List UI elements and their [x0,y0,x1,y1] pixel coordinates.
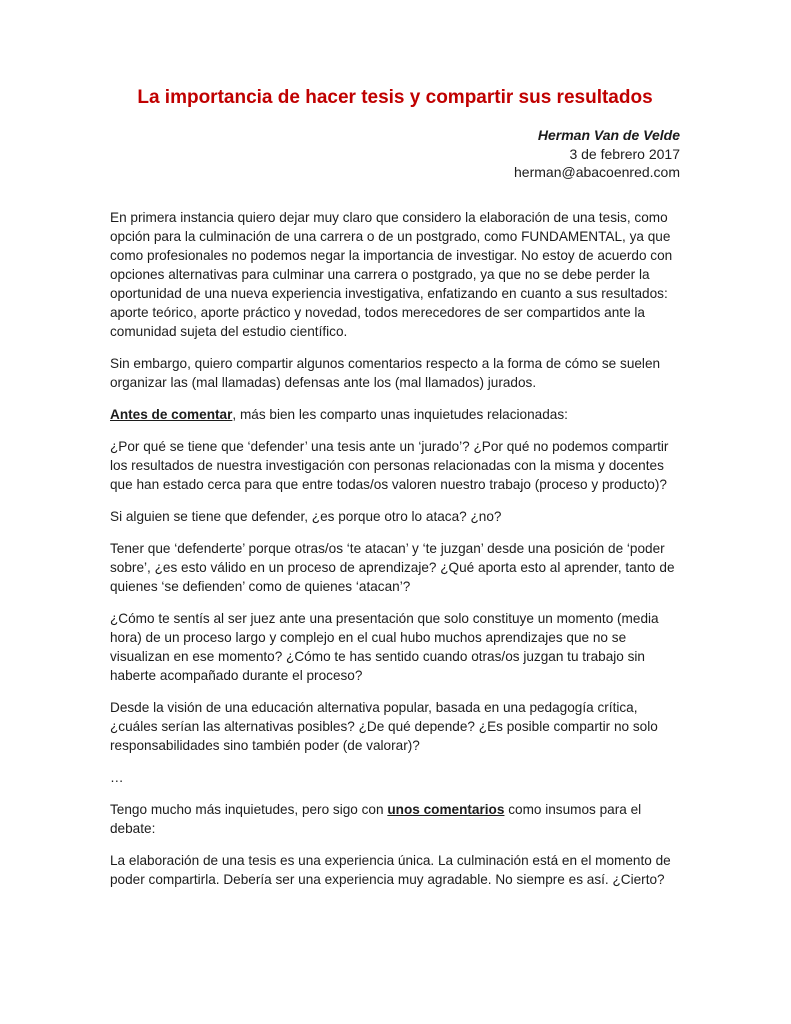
document-date: 3 de febrero 2017 [569,145,680,162]
byline [110,126,680,182]
paragraph [110,800,680,838]
paragraph [110,768,680,787]
text-run: Tener que ‘defenderte’ porque otras/os ‘te atacan’ y ‘te juzgan’ desde una posición de ‘poder sobre’, ¿es esto válido en un proceso de aprendizaje? ¿Qué aporta esto al aprender, tanto de quienes ‘se defienden’ como de quienes ‘atacan’? [110,540,675,594]
paragraph [110,539,680,596]
emphasized-text-run: Antes de comentar [110,406,233,422]
paragraph [110,851,680,889]
text-run: La elaboración de una tesis es una experiencia única. La culminación está en el momento de poder compartirla. Debería ser una experiencia muy agradable. No siempre es así. ¿Cierto? [110,852,671,887]
text-run: Si alguien se tiene que defender, ¿es porque otro lo ataca? ¿no? [110,508,502,524]
document-title: La importancia de hacer tesis y compartir sus resultados [137,87,653,108]
paragraph [110,609,680,685]
paragraph [110,437,680,494]
text-run: Sin embargo, quiero compartir algunos comentarios respecto a la forma de cómo se suelen organizar las (mal llamadas) defensas ante los (mal llamados) jurados. [110,355,661,390]
text-run: En primera instancia quiero dejar muy claro que considero la elaboración de una tesis, como opción para la culminación de una carrera o de un postgrado, como FUNDAMENTAL, ya que como profesionales no podemos negar la importancia de investigar. No estoy de acuerdo con opciones alternativas para culminar una carrera o postgrado, ya que no se debe perder la oportunidad de una nueva experiencia investigativa, enfatizando en cuanto a sus resultados: aporte teórico, aporte práctico y novedad, todos merecedores de ser compartidos ante la comunidad sujeta del estudio científico. [110,209,673,339]
text-run: … [110,769,124,785]
paragraph [110,208,680,341]
paragraph [110,698,680,755]
document-body [110,208,680,889]
paragraph [110,354,680,392]
text-run: Tengo mucho más inquietudes, pero sigo con [110,801,388,817]
text-run: Desde la visión de una educación alternativa popular, basada en una pedagogía crítica, ¿cuáles serían las alternativas posibles? ¿De qué depende? ¿Es posible compartir no solo responsabilidades sino también poder (de valorar)? [110,699,658,753]
text-run: , más bien les comparto unas inquietudes relacionadas: [232,406,568,422]
paragraph [110,405,680,424]
text-run: como insumos para el debate: [110,801,642,836]
emphasized-text-run: unos comentarios [387,801,505,817]
text-run: ¿Por qué se tiene que ‘defender’ una tesis ante un ‘jurado’? ¿Por qué no podemos compartir los resultados de nuestra investigación con personas relacionadas con la misma y docentes que han estado cerca para que entre todas/os valoren nuestro trabajo (proceso y producto)? [110,438,669,492]
author-email: herman@abacoenred.com [514,164,680,180]
text-run: ¿Cómo te sentís al ser juez ante una presentación que solo constituye un momento (media hora) de un proceso largo y complejo en el cual hubo muchos aprendizajes que no se visualizan en ese momento? ¿Cómo te has sentido cuando otras/os juzgan tu trabajo sin haberte acompañado durante el proceso? [110,610,659,683]
author-name: Herman Van de Velde [537,127,680,143]
paragraph [110,507,680,526]
